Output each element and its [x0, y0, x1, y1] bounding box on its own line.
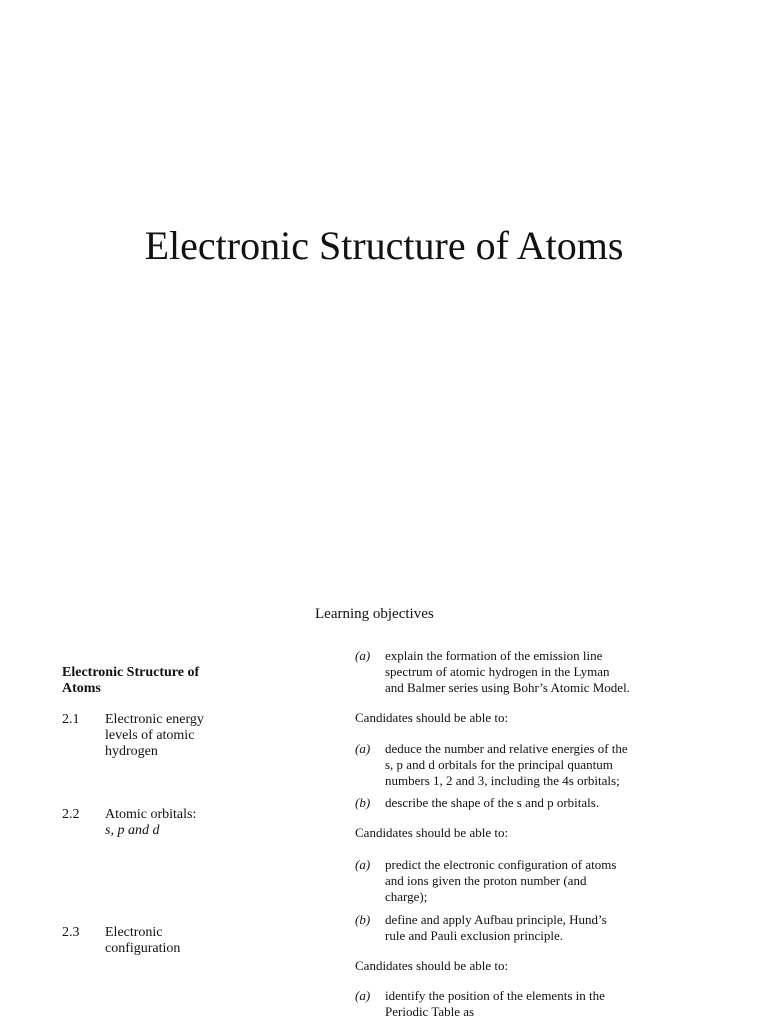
topic-line: Electronic energy [105, 712, 204, 727]
objective-line: and ions given the proton number (and [385, 873, 587, 888]
objective-line: Periodic Table as [385, 1004, 475, 1019]
section-title-line: Atoms [62, 681, 101, 696]
objective-line: and Balmer series using Bohr’s Atomic Model. [385, 680, 630, 695]
objective-line: numbers 1, 2 and 3, including the 4s orbitals; [385, 773, 620, 788]
objective-line: s, p and d orbitals for the principal quantum [385, 757, 613, 772]
objective-line: deduce the number and relative energies of the [385, 741, 628, 756]
topic-line: Atomic orbitals: [105, 807, 197, 822]
topic-line: levels of atomic [105, 728, 195, 743]
objective-label: (a) [355, 741, 371, 756]
objective-text [385, 912, 715, 944]
objective-line: charge); [385, 889, 428, 904]
objective-line: describe the shape of the s and p orbitals. [385, 795, 600, 810]
topic-line: hydrogen [105, 744, 158, 759]
objective-label: (a) [355, 857, 371, 872]
objective-line: identify the position of the elements in the [385, 988, 605, 1003]
section-title [62, 665, 262, 697]
objective-text [385, 795, 715, 811]
topic-line: Electronic [105, 925, 163, 940]
topic-title [105, 712, 255, 760]
topic-number: 2.1 [62, 712, 80, 727]
topic-title [105, 807, 255, 839]
candidates-note: Candidates should be able to: [355, 825, 509, 840]
learning-objectives-heading: Learning objectives [315, 606, 434, 622]
section-title-line: Electronic Structure of [62, 665, 200, 680]
objective-label: (a) [355, 988, 371, 1003]
objective-line: explain the formation of the emission line [385, 648, 603, 663]
objective-line: predict the electronic configuration of atoms [385, 857, 617, 872]
objective-text [385, 988, 715, 1020]
objective-label: (b) [355, 912, 371, 927]
objective-line: spectrum of atomic hydrogen in the Lyman [385, 664, 610, 679]
candidates-note: Candidates should be able to: [355, 710, 509, 725]
topic-line: s, p and d [105, 823, 160, 838]
objective-text [385, 741, 715, 789]
topic-line: configuration [105, 941, 181, 956]
objective-text [385, 648, 715, 696]
objective-text [385, 857, 715, 905]
slide-title: Electronic Structure of Atoms [144, 223, 624, 268]
objective-label: (a) [355, 648, 371, 663]
objective-line: rule and Pauli exclusion principle. [385, 928, 563, 943]
candidates-note: Candidates should be able to: [355, 958, 509, 973]
topic-title [105, 925, 255, 957]
topic-number: 2.2 [62, 807, 80, 822]
topic-number: 2.3 [62, 925, 80, 940]
objective-line: define and apply Aufbau principle, Hund’s [385, 912, 607, 927]
objective-label: (b) [355, 795, 371, 810]
